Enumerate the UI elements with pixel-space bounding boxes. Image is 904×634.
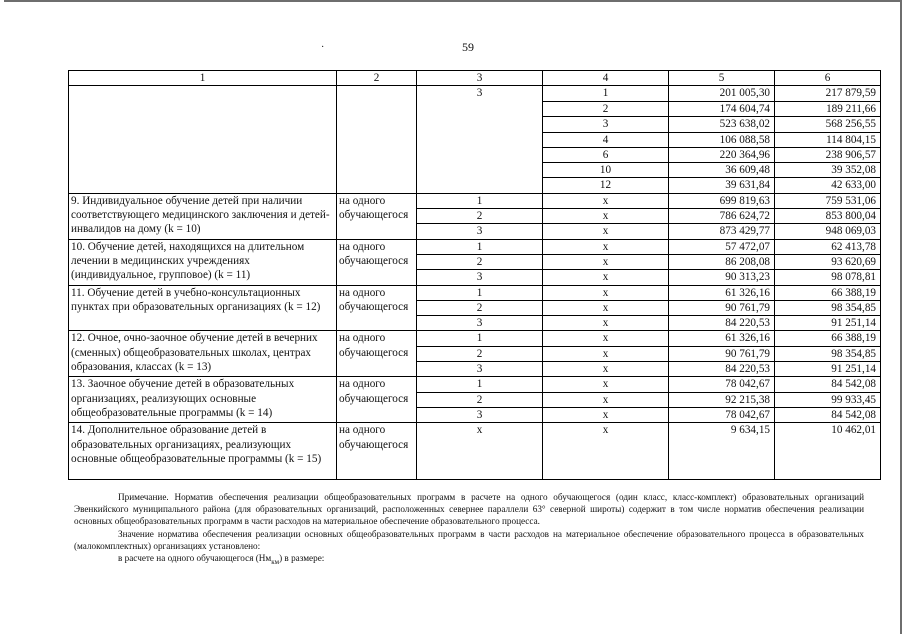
row-description: 12. Очное, очно-заочное обучение детей в вечерних (сменных) общеобразовательных школах, центрах образования, классах (k = 13): [69, 331, 337, 377]
table-cell: х: [543, 224, 669, 239]
row-description: 13. Заочное обучение детей в образовательных организациях, реализующих основные общеобразовательные программы (k = 14): [69, 377, 337, 423]
table-cell: 90 313,23: [669, 270, 775, 285]
table-cell: 42 633,00: [775, 178, 881, 193]
table-cell: 3: [417, 86, 543, 194]
table-cell: 1: [543, 86, 669, 102]
table-cell: 99 933,45: [775, 392, 881, 407]
table-row: [69, 193, 881, 208]
table-row: [69, 285, 881, 300]
table-cell: 114 804,15: [775, 132, 881, 147]
table-cell: х: [417, 423, 543, 480]
table-cell: 106 088,58: [669, 132, 775, 147]
table-cell: 84 220,53: [669, 316, 775, 331]
notes-block: [74, 491, 864, 568]
table-cell: х: [543, 392, 669, 407]
table-row: [69, 86, 881, 102]
table-cell: 853 800,04: [775, 209, 881, 224]
table-cell: х: [543, 331, 669, 346]
table-cell: х: [543, 270, 669, 285]
table-cell: х: [543, 239, 669, 254]
table-cell: х: [543, 362, 669, 377]
table-cell: 86 208,08: [669, 254, 775, 269]
table-cell: 10: [543, 163, 669, 178]
table-cell: 786 624,72: [669, 209, 775, 224]
table-cell: 57 472,07: [669, 239, 775, 254]
header-cell: 3: [417, 71, 543, 86]
table-cell: 90 761,79: [669, 346, 775, 361]
row-description: 10. Обучение детей, находящихся на длительном лечении в медицинских учреждениях (индивидуальное, групповое) (k = 11): [69, 239, 337, 285]
table-cell: 3: [543, 117, 669, 132]
table-cell: 220 364,96: [669, 147, 775, 162]
table-row: [69, 423, 881, 480]
row-unit: на одного обучающегося: [337, 423, 417, 480]
row-unit: на одного обучающегося: [337, 239, 417, 285]
table-cell: 36 609,48: [669, 163, 775, 178]
row-description: 14. Дополнительное образование детей в образовательных организациях, реализующих основные общеобразовательные программы (k = 15): [69, 423, 337, 480]
scan-border-top: [4, 0, 900, 2]
row-description: 9. Индивидуальное обучение детей при наличии соответствующего медицинского заключения и детей-инвалидов на дому (k = 10): [69, 193, 337, 239]
table-cell: 90 761,79: [669, 300, 775, 315]
header-cell: 4: [543, 71, 669, 86]
table-cell: 3: [417, 407, 543, 422]
normative-table: [68, 70, 881, 480]
table-cell: 1: [417, 377, 543, 392]
table-cell: 1: [417, 331, 543, 346]
row-unit: на одного обучающегося: [337, 285, 417, 331]
table-cell: 3: [417, 270, 543, 285]
scan-border-right: [900, 0, 902, 634]
page-number: 59: [462, 40, 474, 54]
table-cell: х: [543, 209, 669, 224]
table-cell: х: [543, 254, 669, 269]
row-unit: на одного обучающегося: [337, 331, 417, 377]
table-cell: 2: [543, 102, 669, 117]
table-cell: 84 220,53: [669, 362, 775, 377]
table-cell: 1: [417, 193, 543, 208]
table-cell: 92 215,38: [669, 392, 775, 407]
row-unit: на одного обучающегося: [337, 193, 417, 239]
table-cell: 12: [543, 178, 669, 193]
table-cell: х: [543, 346, 669, 361]
table-cell: 66 388,19: [775, 331, 881, 346]
table-cell: 78 042,67: [669, 377, 775, 392]
table-cell: 3: [417, 316, 543, 331]
table-cell: 78 042,67: [669, 407, 775, 422]
note-text: ) в размере:: [279, 553, 325, 564]
table-cell: х: [543, 285, 669, 300]
note-paragraph: [74, 552, 864, 568]
table-cell: 759 531,06: [775, 193, 881, 208]
table-cell: 2: [417, 254, 543, 269]
table-cell: х: [543, 193, 669, 208]
table-cell: 10 462,01: [775, 423, 881, 480]
table-cell: 4: [543, 132, 669, 147]
table-cell: 61 326,16: [669, 331, 775, 346]
table-row: [69, 239, 881, 254]
header-cell: 1: [69, 71, 337, 86]
table-cell: х: [543, 423, 669, 480]
table-cell: х: [543, 407, 669, 422]
table-cell: 39 352,08: [775, 163, 881, 178]
row-unit: на одного обучающегося: [337, 377, 417, 423]
table-cell: 174 604,74: [669, 102, 775, 117]
row-description: 11. Обучение детей в учебно-консультационных пунктах при образовательных организациях (k = 12): [69, 285, 337, 331]
table-cell: 699 819,63: [669, 193, 775, 208]
note-paragraph: Примечание. Норматив обеспечения реализации общеобразовательных программ в расчете на одного обучающегося (один класс, класс-комплект) образовательных организаций Эвенкийского муниципального района (для образовательных организаций, расположенных севернее параллели 63° северной широты) содержит в том числе норматив обеспечения реализации основных общеобразовательных программ в части расходов на материальное обеспечение образовательного процесса.: [74, 492, 864, 527]
table-cell: 523 638,02: [669, 117, 775, 132]
table-cell: 873 429,77: [669, 224, 775, 239]
table-cell: 9 634,15: [669, 423, 775, 480]
table-cell: 2: [417, 392, 543, 407]
header-cell: 5: [669, 71, 775, 86]
table-cell: 1: [417, 239, 543, 254]
table-cell: х: [543, 300, 669, 315]
table-cell: 6: [543, 147, 669, 162]
table-cell: 93 620,69: [775, 254, 881, 269]
table-cell: 948 069,03: [775, 224, 881, 239]
table-cell: 568 256,55: [775, 117, 881, 132]
table-header-row: [69, 71, 881, 86]
table-cell: 61 326,16: [669, 285, 775, 300]
table-row: [69, 377, 881, 392]
table-body: [69, 71, 881, 480]
scan-dot: ·: [321, 42, 325, 53]
table-cell: 217 879,59: [775, 86, 881, 102]
table-cell: 201 005,30: [669, 86, 775, 102]
table-cell: 66 388,19: [775, 285, 881, 300]
table-row: [69, 331, 881, 346]
table-cell: 3: [417, 362, 543, 377]
table-cell: х: [543, 316, 669, 331]
table-cell: 91 251,14: [775, 362, 881, 377]
table-cell: 3: [417, 224, 543, 239]
header-cell: 2: [337, 71, 417, 86]
table-cell: 62 413,78: [775, 239, 881, 254]
table-cell: 84 542,08: [775, 377, 881, 392]
table-cell: 2: [417, 300, 543, 315]
table-cell: 2: [417, 209, 543, 224]
table-cell: [337, 86, 417, 194]
table-cell: 91 251,14: [775, 316, 881, 331]
note-text: в расчете на одного обучающегося (Нм: [118, 553, 272, 564]
note-subscript: км: [271, 557, 280, 566]
table-cell: 2: [417, 346, 543, 361]
header-cell: 6: [775, 71, 881, 86]
table-cell: 238 906,57: [775, 147, 881, 162]
table-cell: [69, 86, 337, 194]
table-cell: 189 211,66: [775, 102, 881, 117]
table-cell: х: [543, 377, 669, 392]
table-cell: 98 078,81: [775, 270, 881, 285]
table-cell: 98 354,85: [775, 346, 881, 361]
table-cell: 39 631,84: [669, 178, 775, 193]
table-cell: 1: [417, 285, 543, 300]
table-cell: 84 542,08: [775, 407, 881, 422]
table-cell: 98 354,85: [775, 300, 881, 315]
note-paragraph: Значение норматива обеспечения реализации основных общеобразовательных программ в части расходов на материальное обеспечение образовательного процесса в образовательных (малокомплектных) организациях установлено:: [74, 528, 864, 551]
